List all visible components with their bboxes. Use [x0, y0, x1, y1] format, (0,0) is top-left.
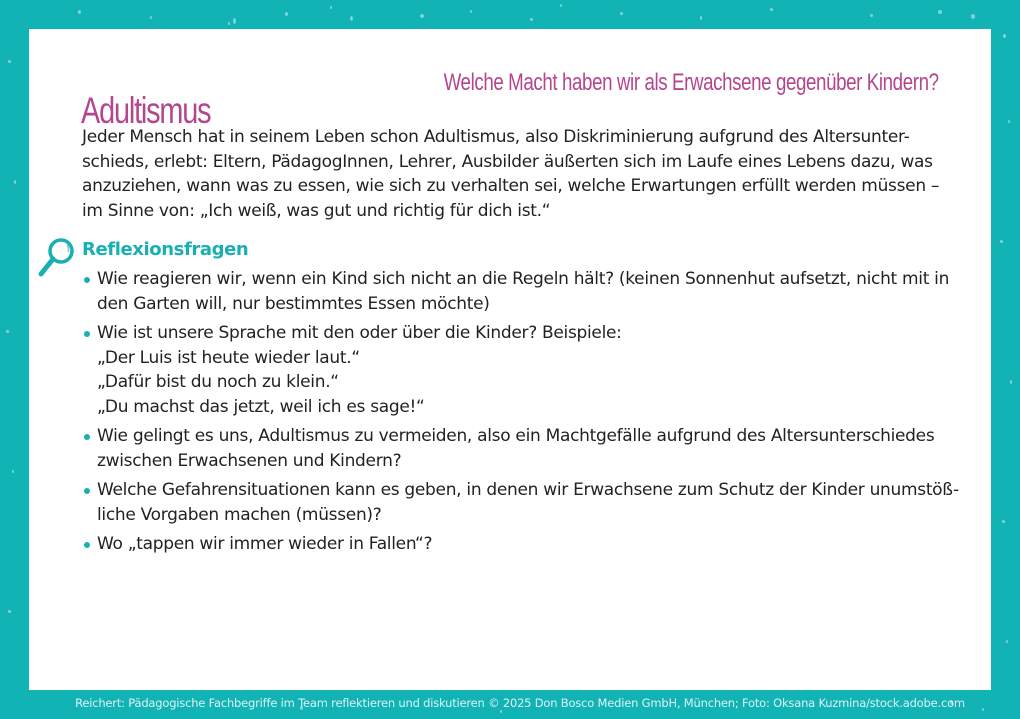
intro-line: im Sinne von: „Ich weiß, was gut und richtig für dich ist.“	[82, 200, 551, 221]
question-line: Wie reagieren wir, wenn ein Kind sich nicht an die Regeln hält? (keinen Sonnenhut aufsetzt, nicht mit in	[97, 269, 950, 289]
intro-line: Jeder Mensch hat in seinem Leben schon Adultismus, also Diskriminierung aufgrund des Altersunter-	[82, 127, 910, 147]
example-quote: „Der Luis ist heute wieder laut.“	[97, 347, 360, 368]
question-line: Wie gelingt es uns, Adultismus zu vermeiden, also ein Machtgefälle aufgrund des Altersunterschiedes	[97, 426, 935, 446]
section-heading: Reflexionsfragen	[82, 239, 249, 260]
question-item	[82, 267, 962, 316]
bullet-icon	[84, 331, 90, 337]
question-item	[82, 321, 962, 419]
example-quote: „Dafür bist du noch zu klein.“	[97, 372, 339, 392]
question-line: Wie ist unsere Sprache mit den oder über die Kinder? Beispiele:	[97, 323, 622, 343]
intro-line: schieds, erlebt: Eltern, PädagogInnen, Lehrer, Ausbilder äußerten sich im Laufe eines Lebens dazu, was	[82, 151, 933, 172]
question-line: zwischen Erwachsenen und Kindern?	[97, 450, 402, 471]
card-subtitle: Welche Macht haben wir als Erwachsene gegenüber Kindern?	[443, 69, 939, 96]
card-title: Adultismus	[81, 89, 211, 131]
magnifier-icon	[37, 236, 77, 280]
question-line: liche Vorgaben machen (müssen)?	[97, 504, 382, 525]
question-line: Wo „tappen wir immer wieder in Fallen“?	[97, 534, 433, 554]
bullet-icon	[84, 277, 90, 283]
bullet-icon	[84, 488, 90, 494]
footer-credit: Reichert: Pädagogische Fachbegriffe im Team reflektieren und diskutieren © 2025 Don Bosco Medien GmbH, München; Foto: Oksana Kuzmina/stock.adobe.com	[75, 696, 965, 710]
bullet-icon	[84, 542, 90, 548]
intro-line: anzuziehen, wann was zu essen, wie sich zu verhalten sei, welche Erwartungen erfüllt werden müssen –	[82, 176, 940, 196]
content-card	[29, 29, 991, 690]
bullet-icon	[84, 434, 90, 440]
question-item	[82, 532, 962, 557]
intro-paragraph	[82, 125, 962, 223]
question-line: den Garten will, nur bestimmtes Essen möchte)	[97, 293, 490, 314]
question-item	[82, 478, 962, 527]
reflection-questions-list	[82, 267, 962, 562]
question-line: Welche Gefahrensituationen kann es geben, in denen wir Erwachsene zum Schutz der Kinder unumstöß-	[97, 480, 959, 500]
example-quote: „Du machst das jetzt, weil ich es sage!“	[97, 396, 425, 417]
question-item	[82, 424, 962, 473]
